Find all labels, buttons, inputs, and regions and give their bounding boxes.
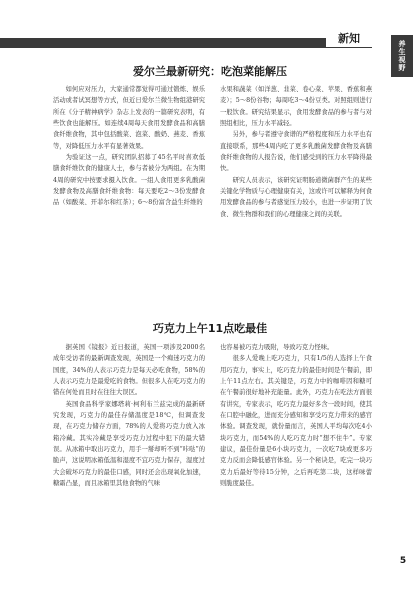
- article1-paragraph: 如何应对压力，大家通常都觉得可通过锻炼、娱乐活动或者试冥想等方式，但近日爱尔兰微生物组港研究所在《分子精神病学》杂志上发表的一篇研究表明，有些饮食也能解压。如连续4周每天食用发酵食品和高膳食纤维食物，其中包括酸菜、泡菜、酸奶、燕麦、香蕉等，对降低压力水平有显著效果。: [53, 86, 205, 150]
- article2-paragraph: 据英国《镜报》近日报道，英国一项涉及2000名成年受访者的最新调查发现，英国是一个痴迷巧克力的国度，34%的人表示巧克力是每天必吃食物，58%的人表示巧克力是最爱吃的食物。但很多人在吃巧克力的错在何处而且时在往往大误区。: [53, 344, 205, 397]
- article1-title: 爱尔兰最新研究：吃泡菜能解压: [133, 65, 287, 78]
- article2-left-column: [53, 342, 205, 489]
- article2-paragraph-continued: 也容易被巧克力吸附，导致巧克力怪味。: [220, 344, 334, 351]
- article1-paragraph: 研究人员表示，该研究证明肠道微菌群产生的某些关键化学物质与心理健康有关，这或许可以解释为何食用发酵食品的参与者感觉压力较小，也进一步证明了饮食、微生物群和我们的心理健康之间的关联。: [220, 176, 372, 218]
- article1-left-column: [53, 84, 205, 209]
- article2-right-column: [220, 342, 372, 489]
- article2-paragraph: 英国食品科学家娜塔莉·柯利布兰兹完成的最新研究发现，巧克力的最佳存储温度是18℃，但调查发现，在巧克力储存方面，78%的人爱将巧克力放入冰箱冷藏。其实冷藏是享受巧克力过程中犯下的最大错误。从冰箱中取出巧克力，用手一掰却听不到“咔哒”的脆声，这说明冰箱低温和湿度不宜巧克力保存，湿度过大会破坏巧克力的最佳口感，同时还会出现氧化加速，糖霜凸显，而且冰箱里其他食物的气味: [53, 400, 205, 488]
- article2-paragraph: 很多人爱晚上吃巧克力，只有1/5的人选择上午食用巧克力，事实上，吃巧克力的最佳时间是午餐前，即上午11点左右。其关键是，巧克力中的咖啡因和糖可在午餐前很好地补充能量。此外，巧克力在吃法方面很有讲究，专家表示，吃巧克力最好多含一段时间，使其在口腔中融化，进而充分感知和享受巧克力带来的感官体验。调查发现，就份量而言，英国人平均每次吃4小块巧克力，而54%的人吃巧克力时“想不住牛”。专家建议，最佳份量是6小块巧克力，一次吃7块或更多巧克力反而会降低感官体验。另一个秘诀是，吃完一块巧克力后最好等待15分钟，之后再吃第二块，这样味蕾则脆度最佳。: [220, 355, 372, 488]
- header-bar: [0, 38, 372, 48]
- section-label: 新知: [326, 31, 372, 47]
- article1-paragraph: 为验证这一点，研究团队招募了45名平时喜欢低膳食纤维饮食的健康人士，参与者被分为两组。在为期4周的研究中按要求摄入饮食。一组人食用更多乳酸菌发酵食物及高膳食纤维食物：每天要吃2～3份发酵食品（如酸菜、开菲尔和红茶）；6～8份富含益生纤维的: [53, 154, 205, 207]
- article1-paragraph: 另外，参与者遵守食谱的严格程度和压力水平也有直接联系，那些4周内吃了更多乳酸菌发酵食物及高膳食纤维食物的人报告说，他们感受到的压力水平降得最快。: [220, 131, 372, 173]
- side-tab: 养生视野: [391, 35, 413, 77]
- page-number: 5: [399, 556, 407, 566]
- article2-title: 巧克力上午11点吃最佳: [152, 322, 268, 335]
- article1-right-column: [220, 84, 372, 220]
- article1-paragraph-continued: 水果和蔬菜（如洋葱、韭菜、卷心菜、苹果、香蕉和燕麦）；5～8份谷物；每周吃3～4份豆类。对照组则进行一般饮食。研究结果显示，食用发酵食品的参与者与对照组相比，压力水平减轻。: [220, 86, 372, 128]
